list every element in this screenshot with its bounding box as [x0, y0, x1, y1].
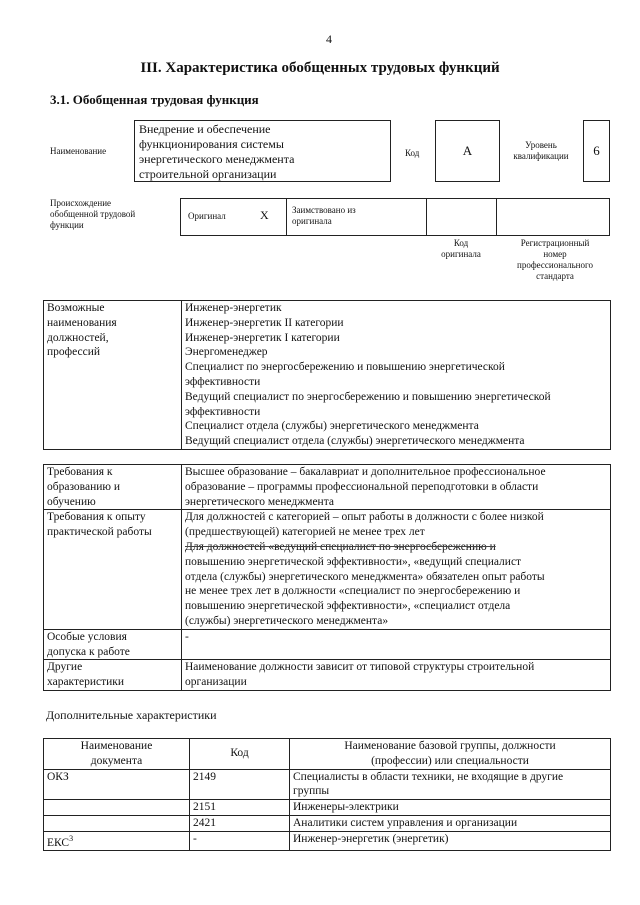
function-name-line: функционирования системы	[139, 137, 284, 151]
page-number: 4	[326, 32, 332, 46]
header-doc-line: Наименование	[80, 740, 153, 752]
table-row	[44, 301, 611, 450]
level-value: 6	[583, 120, 610, 182]
positions-table	[43, 300, 611, 450]
experience-line: отдела (службы) энергетического менеджмента» обязателен опыт работы	[185, 570, 545, 583]
education-line: Высшее образование – бакалавриат и дополнительное профессиональное	[185, 466, 546, 478]
level-label-line: Уровень	[525, 140, 557, 150]
name-line: группы	[293, 785, 330, 798]
experience-label-line: Требования к опыту	[47, 511, 146, 524]
position-item: Инженер-энергетик	[185, 302, 282, 314]
positions-label	[44, 301, 182, 450]
origin-label-line: функции	[50, 220, 84, 230]
header-group-line: Наименование базовой группы, должности	[344, 740, 556, 752]
footnote-marker: 3	[69, 833, 74, 843]
position-item: Инженер-энергетик II категории	[185, 316, 344, 329]
name-cell: Инженер-энергетик (энергетик)	[290, 831, 611, 851]
table-row	[44, 660, 611, 691]
borrowed-label-line: Заимствовано из	[292, 205, 356, 215]
table-row	[44, 510, 611, 629]
reg-number-line: профессионального	[517, 260, 593, 270]
reg-number-line: Регистрационный	[520, 238, 590, 248]
positions-label-line: профессий	[47, 346, 101, 359]
special-conditions-value: -	[182, 629, 611, 660]
level-label	[503, 140, 579, 162]
original-label: Оригинал	[188, 211, 226, 221]
reg-number-line: номер	[543, 249, 567, 259]
function-name-line: Внедрение и обеспечение	[139, 122, 271, 136]
code-original-label	[426, 238, 496, 260]
code-label: Код	[405, 148, 420, 158]
position-item: Инженер-энергетик I категории	[185, 331, 340, 344]
doc-cell	[44, 831, 190, 851]
code-cell: 2421	[190, 815, 290, 831]
reg-number-line: стандарта	[536, 271, 574, 281]
experience-line: Для должностей «ведущий специалист по энергосбережению и	[185, 540, 496, 553]
doc-text: ЕКС	[47, 836, 70, 849]
origin-label-line: обобщенной трудовой	[50, 209, 136, 219]
additional-title: Дополнительные характеристики	[46, 708, 217, 722]
education-label-line: Требования к	[47, 466, 113, 478]
code-original-line: Код	[453, 238, 469, 248]
subsection-title: 3.1. Обобщенная трудовая функция	[50, 92, 259, 107]
doc-cell: ОКЗ	[44, 769, 190, 800]
experience-line: не менее трех лет в должности «специалист по энергосбережению и	[185, 585, 521, 598]
borrowed-label	[292, 205, 356, 227]
header-doc	[44, 739, 190, 770]
education-label-line: обучению	[47, 495, 96, 508]
education-label-line: образованию и	[47, 480, 120, 493]
other-line: Наименование должности зависит от типовой структуры строительной	[185, 661, 535, 674]
section-title: III. Характеристика обобщенных трудовых функций	[140, 60, 500, 76]
position-item: Специалист отдела (службы) энергетического менеджмента	[185, 420, 479, 433]
doc-cell	[44, 800, 190, 816]
positions-label-line: наименования	[47, 316, 117, 329]
name-cell: Инженеры-электрики	[290, 800, 611, 816]
level-label-line: квалификации	[513, 151, 569, 161]
header-group-line: (профессии) или специальности	[371, 754, 529, 767]
education-value	[182, 465, 611, 510]
positions-list	[182, 301, 611, 450]
header-doc-line: документа	[90, 754, 143, 767]
reg-number-label	[500, 238, 610, 282]
function-name-line: энергетического менеджмента	[139, 152, 295, 166]
header-code: Код	[190, 739, 290, 770]
positions-label-line: должностей,	[47, 331, 109, 344]
header-group	[290, 739, 611, 770]
code-value: А	[435, 120, 500, 182]
origin-label-line: Происхождение	[50, 198, 112, 208]
table-row	[44, 815, 611, 831]
code-cell: 2151	[190, 800, 290, 816]
table-row	[44, 465, 611, 510]
other-label-line: характеристики	[47, 676, 125, 689]
origin-label	[50, 198, 135, 231]
other-value	[182, 660, 611, 691]
code-cell: 2149	[190, 769, 290, 800]
table-row	[44, 629, 611, 660]
position-item: Специалист по энергосбережению и повышению энергетической	[185, 361, 505, 374]
origin-table	[180, 198, 610, 236]
experience-line: (предшествующей) категорией не менее трех лет	[185, 526, 425, 539]
education-line: образование – программы профессиональной переподготовки в области	[185, 480, 539, 493]
position-item: Ведущий специалист по энергосбережению и повышению энергетической	[185, 390, 551, 403]
experience-line: повышению энергетической эффективности», «специалист отдела	[185, 600, 511, 613]
experience-line: повышению энергетической эффективности», «ведущий специалист	[185, 555, 522, 568]
borrowed-label-line: оригинала	[292, 216, 332, 226]
original-mark: Х	[260, 208, 269, 222]
experience-label	[44, 510, 182, 629]
position-item: эффективности	[185, 375, 261, 388]
table-row	[44, 800, 611, 816]
position-item: эффективности	[185, 405, 261, 418]
other-label	[44, 660, 182, 691]
function-name-line: строительной организации	[139, 167, 277, 181]
education-label	[44, 465, 182, 510]
table-header-row	[44, 739, 611, 770]
experience-line: (службы) энергетического менеджмента»	[185, 614, 389, 627]
table-row	[44, 831, 611, 851]
code-original-line: оригинала	[441, 249, 481, 259]
positions-label-line: Возможные	[47, 302, 105, 314]
name-cell	[290, 769, 611, 800]
position-item: Энергоменеджер	[185, 346, 268, 359]
table-row	[44, 769, 611, 800]
code-cell: -	[190, 831, 290, 851]
special-conditions-label	[44, 629, 182, 660]
special-label-line: допуска к работе	[47, 645, 130, 658]
requirements-table	[43, 464, 611, 691]
doc-cell	[44, 815, 190, 831]
special-label-line: Особые условия	[47, 630, 127, 643]
experience-label-line: практической работы	[47, 526, 152, 539]
name-line: Специалисты в области техники, не входящие в другие	[293, 770, 564, 783]
name-label: Наименование	[50, 146, 107, 156]
additional-table	[43, 738, 611, 851]
experience-line: Для должностей с категорией – опыт работы в должности с более низкой	[185, 511, 544, 524]
other-label-line: Другие	[47, 661, 83, 674]
education-line: энергетического менеджмента	[185, 495, 334, 508]
position-item: Ведущий специалист отдела (службы) энергетического менеджмента	[185, 435, 525, 448]
name-cell: Аналитики систем управления и организации	[290, 815, 611, 831]
experience-value	[182, 510, 611, 629]
other-line: организации	[185, 676, 247, 689]
function-name-box	[134, 120, 391, 182]
